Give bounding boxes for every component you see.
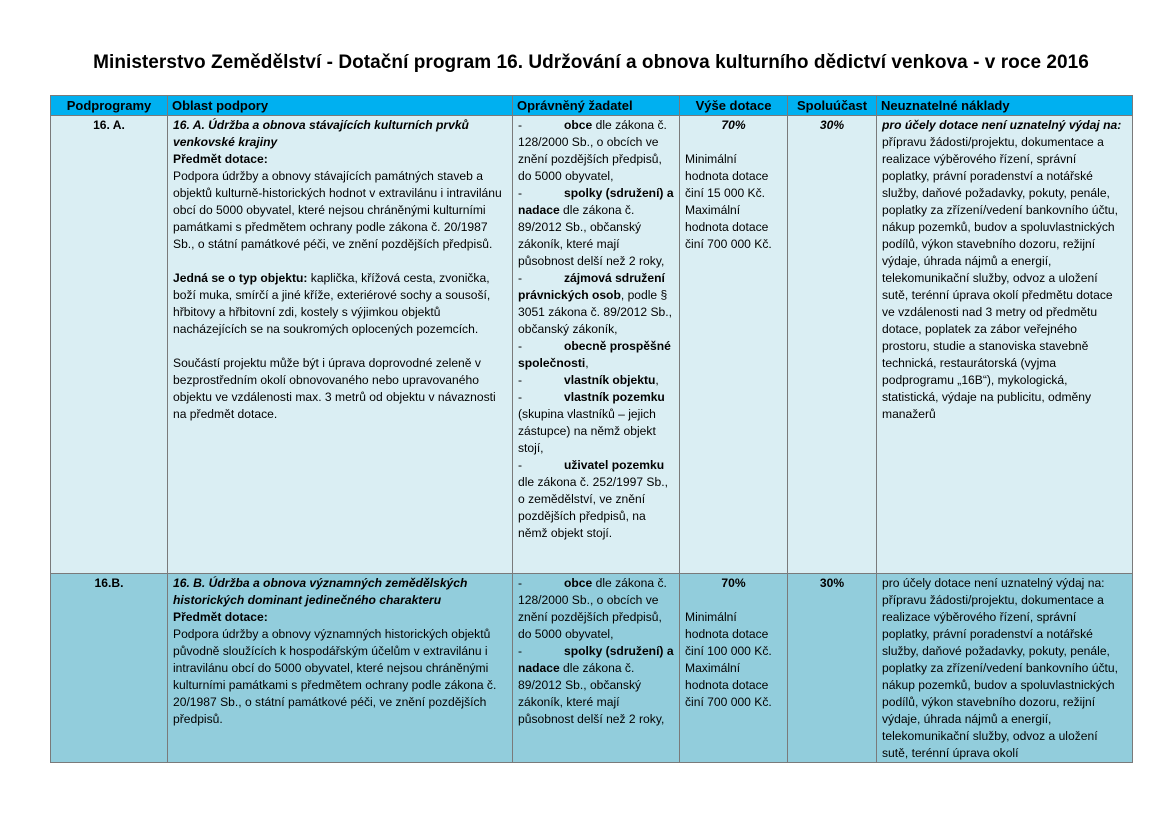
cofinancing-value: 30% (788, 116, 877, 574)
ineligible-costs-cell (877, 574, 1133, 763)
ineligible-costs-cell (877, 116, 1133, 574)
area-title: 16. B. Údržba a obnova významných zemědělských historických dominant jedinečného charakteru (173, 576, 468, 607)
support-area-cell (168, 116, 513, 574)
subsidy-amount-cell (680, 574, 788, 763)
subsidy-table (50, 95, 1133, 763)
subject-label: Předmět dotace: (173, 152, 268, 166)
list-item: - spolky (sdružení) a nadace dle zákona č. 89/2012 Sb., občanský zákoník, které mají působnost delší než 2 roky, (518, 186, 674, 268)
min-subsidy: Minimální hodnota dotace činí 15 000 Kč. (685, 152, 769, 200)
subsidy-rate: 70% (721, 576, 746, 590)
header-support-area: Oblast podpory (168, 96, 513, 116)
header-eligible-applicant: Oprávněný žadatel (513, 96, 680, 116)
list-item: - vlastník objektu, (518, 373, 659, 387)
eligible-applicant-cell (513, 574, 680, 763)
object-type-label: Jedná se o typ objektu: (173, 271, 308, 285)
list-item: - obce dle zákona č. 128/2000 Sb., o obcích ve znění pozdějších předpisů, do 5000 obyvatel, (518, 576, 667, 641)
list-item: - uživatel pozemku dle zákona č. 252/1997 Sb., o zemědělství, ve znění pozdějších předpisů, na němž objekt stojí. (518, 458, 668, 540)
excluded-text: přípravu žádosti/projektu, dokumentace a realizace výběrového řízení, správní poplatky, právní poradenství a notářské služby, daňové požadavky, pokuty, penále, poplatky za zřízení/vedení bankovního účtu, nákup pozemků, budov a spoluvlastnických podílů, výkon stavebního dozoru, režijní výdaje, úhrada nájmů a energií, telekomunikační služby, odvoz a uložení sutě, terénní úprava okolí předmětu dotace ve vzdálenosti nad 3 metry od předmětu dotace, poplatek za zábor veřejného prostoru, studie a stanoviska stavebně technická, restaurátorská (vyjma podprogramu „16B“), mykologická, statistická, výdaje na publicitu, odměny manažerů (882, 135, 1118, 421)
list-item: - zájmová sdružení právnických osob, podle § 3051 zákona č. 89/2012 Sb., občanský zákoník, (518, 271, 672, 336)
extra-text: Součástí projektu může být i úprava doprovodné zeleně v bezprostředním okolí obnovovaného nebo upravovaného objektu ve vzdálenosti max. 3 metrů od objektu v návaznosti na předmět dotace. (173, 356, 496, 421)
list-item: - spolky (sdružení) a nadace dle zákona č. 89/2012 Sb., občanský zákoník, které mají působnost delší než 2 roky, (518, 644, 674, 726)
subject-text: Podpora údržby a obnovy stávajících památných staveb a objektů kulturně-historických hodnot v extravilánu i intravilánu obcí do 5000 obyvatel, které nejsou chráněnými kulturními památkami s předmětem ochrany podle zákona č. 20/1987 Sb., o státní památkové péči, ve znění pozdějších předpisů. (173, 169, 502, 251)
subprogram-code: 16. A. (51, 116, 168, 574)
object-type-text: kaplička, křížová cesta, zvonička, boží muka, smírčí a jiné kříže, exteriérové sochy a sousoší, hřbitovy a hřbitovní zdi, kostely s výjimkou objektů nacházejících se na soukromých oplocených pozemcích. (173, 271, 491, 336)
min-subsidy: Minimální hodnota dotace činí 100 000 Kč. (685, 610, 772, 658)
list-item: - vlastník pozemku (skupina vlastníků – jejich zástupce) na němž objekt stojí, (518, 390, 665, 455)
header-subprograms: Podprogramy (51, 96, 168, 116)
subprogram-code: 16.B. (51, 574, 168, 763)
page-title: Ministerstvo Zemědělství - Dotační program 16. Udržování a obnova kulturního dědictví venkova - v roce 2016 (93, 52, 1089, 73)
list-item: - obce dle zákona č. 128/2000 Sb., o obcích ve znění pozdějších předpisů, do 5000 obyvatel, (518, 118, 667, 183)
eligible-applicant-cell (513, 116, 680, 574)
support-area-cell (168, 574, 513, 763)
subsidy-amount-cell (680, 116, 788, 574)
subject-label: Předmět dotace: (173, 610, 268, 624)
subsidy-rate: 70% (721, 118, 746, 132)
excluded-text: přípravu žádosti/projektu, dokumentace a realizace výběrového řízení, správní poplatky, právní poradenství a notářské služby, daňové požadavky, pokuty, penále, poplatky za zřízení/vedení bankovního účtu, nákup pozemků, budov a spoluvlastnických podílů, výkon stavebního dozoru, režijní výdaje, úhrada nájmů a energií, telekomunikační služby, odvoz a uložení sutě, terénní úprava okolí (882, 593, 1118, 760)
cofinancing-value: 30% (788, 574, 877, 763)
list-item: - obecně prospěšné společnosti, (518, 339, 671, 370)
table-row (51, 574, 1133, 763)
table-row (51, 116, 1133, 574)
header-row (51, 96, 1133, 116)
excluded-head: pro účely dotace není uznatelný výdaj na: (882, 118, 1122, 132)
object-type-paragraph (173, 270, 507, 338)
header-subsidy-amount: Výše dotace (680, 96, 788, 116)
area-title: 16. A. Údržba a obnova stávajících kulturních prvků venkovské krajiny (173, 118, 469, 149)
max-subsidy: Maximální hodnota dotace činí 700 000 Kč. (685, 661, 772, 709)
header-cofinancing: Spoluúčast (788, 96, 877, 116)
subject-text: Podpora údržby a obnovy významných historických objektů původně sloužících k hospodářským účelům v extravilánu i intravilánu obcí do 5000 obyvatel, které nejsou chráněnými kulturními památkami s předmětem ochrany podle zákona č. 20/1987 Sb., o státní památkové péči, ve znění pozdějších předpisů. (173, 627, 497, 726)
header-ineligible-costs: Neuznatelné náklady (877, 96, 1133, 116)
max-subsidy: Maximální hodnota dotace činí 700 000 Kč. (685, 203, 772, 251)
excluded-head: pro účely dotace není uznatelný výdaj na: (882, 576, 1105, 590)
